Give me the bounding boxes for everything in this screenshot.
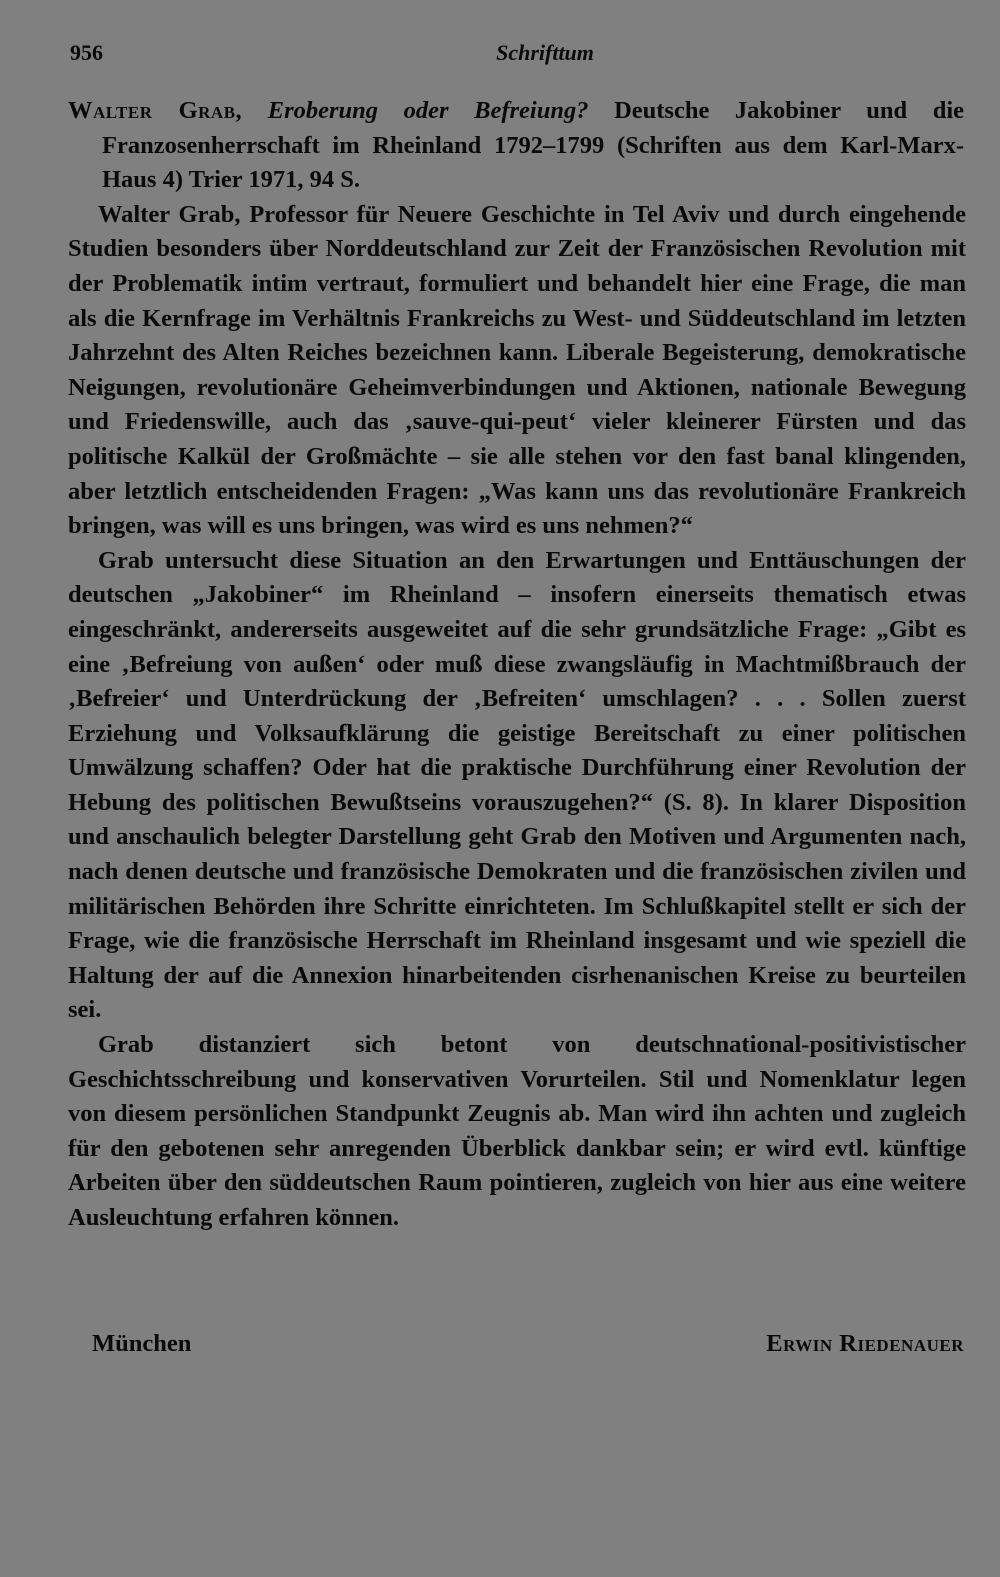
review-signature bbox=[92, 1330, 964, 1366]
review-body bbox=[68, 94, 966, 1236]
page-number: 956 bbox=[70, 40, 103, 65]
book-author: Walter Grab, bbox=[68, 97, 243, 124]
review-paragraph-3: Grab distanziert sich betont von deutschnational-positivistischer Geschichtsschreibung und konservativen Vorurteilen. Stil und Nomenklatur legen von diesem persönlichen Standpunkt Zeugnis ab. Man wird ihn achten und zugleich für den gebotenen sehr anregenden Überblick dankbar sein; er wird evtl. künftige Arbeiten über den süddeutschen Raum pointieren, zugleich von hier aus eine weitere Ausleuchtung erfahren können. bbox=[68, 1031, 966, 1231]
signature-place: München bbox=[92, 1330, 192, 1357]
review-paragraph-1: Walter Grab, Professor für Neuere Geschichte in Tel Aviv und durch eingehende Studien besonders über Norddeutschland zur Zeit der Französischen Revolution mit der Problematik intim vertraut, formuliert und behandelt hier eine Frage, die man als die Kernfrage im Verhältnis Frankreichs zu West- und Süddeutschland im letzten Jahrzehnt des Alten Reiches bezeichnen kann. Liberale Begeisterung, demokratische Neigungen, revolutionäre Geheimverbindungen und Aktionen, nationale Bewegung und Friedenswille, auch das ‚sauve-qui-peut‘ vieler kleinerer Fürsten und das politische Kalkül der Großmächte – sie alle stehen vor den fast banal klingenden, aber letztlich entscheidenden Fragen: „Was kann uns das revolutionäre Frankreich bringen, was will es uns bringen, was wird es uns nehmen?“ bbox=[68, 200, 966, 540]
reviewer-name: Erwin Riedenauer bbox=[766, 1330, 964, 1357]
book-details: Deutsche Jakobiner und die Franzosenherrschaft im Rheinland 1792–1799 (Schriften aus dem Karl-Marx-Haus 4) Trier 1971, 94 S. bbox=[102, 97, 965, 194]
page-header bbox=[70, 40, 970, 74]
book-citation bbox=[68, 94, 966, 198]
review-paragraph-2: Grab untersucht diese Situation an den Erwartungen und Enttäuschungen der deutschen „Jakobiner“ im Rheinland – insofern einerseits thematisch etwas eingeschränkt, andererseits ausgeweitet auf die sehr grundsätzliche Frage: „Gibt es eine ‚Befreiung von außen‘ oder muß diese zwangsläufig in Machtmißbrauch der ‚Befreier‘ und Unterdrückung der ‚Befreiten‘ umschlagen? . . . Sollen zuerst Erziehung und Volksaufklärung die geistige Bereitschaft zu einer politischen Umwälzung schaffen? Oder hat die praktische Durchführung einer Revolution der Hebung des politischen Bewußtseins vorauszugehen?“ (S. 8). In klarer Disposition und anschaulich belegter Darstellung geht Grab den Motiven und Argumenten nach, nach denen deutsche und französische Demokraten und die französischen zivilen und militärischen Behörden ihre Schritte einrichteten. Im Schlußkapitel stellt er sich der Frage, wie die französische Herrschaft im Rheinland insgesamt und wie speziell die Haltung der auf die Annexion hinarbeitenden cisrhenanischen Kreise zu beurteilen sei. bbox=[68, 546, 966, 1024]
book-title: Eroberung oder Befreiung? bbox=[267, 97, 589, 124]
running-title: Schrifttum bbox=[496, 40, 594, 65]
